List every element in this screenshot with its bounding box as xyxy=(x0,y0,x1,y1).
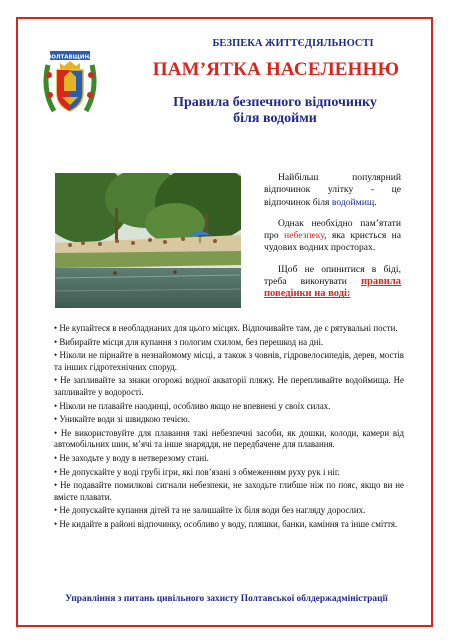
list-item: • Ніколи не плавайте наодинці, особливо якщо не впевнені у своїх силах. xyxy=(54,400,331,411)
list-item: • Ніколи не пірнайте в незнайомому місці, а також з човнів, гідровелосипедів, дерев, мостів та інших гідротехнічних споруд. xyxy=(54,350,404,372)
emblem-caption: ПОЛТАВЩИНА xyxy=(46,54,94,61)
rules-list xyxy=(54,323,404,533)
highlight-rules: правила поведінки на воді: xyxy=(264,276,401,300)
intro-paragraph-1: Найбільш популярний відпочинок улітку - це відпочинок біля водоймищ. xyxy=(264,172,401,208)
list-item: • Не кидайте в районі відпочинку, особливо у воду, пляшки, банки, каміння та інше сміття. xyxy=(54,518,398,529)
footer-authority: Управління з питань цивільного захисту Полтавської облдержадміністрації xyxy=(65,594,388,604)
subtitle-line-2: біля водойми xyxy=(233,111,317,126)
subtitle-line-1: Правила безпечного відпочинку xyxy=(173,95,377,110)
intro-paragraph-3: Щоб не опинитися в біді, треба виконувати правила поведінки на воді: xyxy=(264,263,401,300)
intro-paragraph-2: Однак необхідно пам’ятати про небезпеку, яка криється на чудових водних просторах. xyxy=(264,217,401,254)
list-item: • Не запливайте за знаки огорожі водної акваторії пляжу. Не перепливайте водоймища. Не запливайте у водорості. xyxy=(54,375,404,397)
list-item: • Не використовуйте для плавання такі небезпечні засоби, як дошки, колоди, камери від автомобільних шин, м’ячі та інше знаряддя, не передбачене для плавання. xyxy=(54,427,404,450)
page-subtitle xyxy=(170,95,380,127)
intro-text xyxy=(264,172,401,310)
beach-photo-icon xyxy=(55,173,241,308)
highlight-waters: водоймищ xyxy=(331,196,375,208)
list-item: • Не допускайте купання дітей та не залишайте їх біля води без нагляду дорослих. xyxy=(54,505,366,516)
list-item: • Не подавайте помилкові сигнали небезпеки, не заходьте глибше ніж по пояс, якщо ви не вмієте плавати. xyxy=(54,480,404,502)
list-item: • Не допускайте у воді грубі ігри, які пов’язані з обмеженням руху рук і ніг. xyxy=(54,466,340,477)
list-item: • Не купайтеся в необладнаних для цього місцях. Відпочивайте там, де є рятувальні пости. xyxy=(54,323,398,333)
coat-of-arms-icon xyxy=(40,45,100,123)
header-safety-title: БЕЗПЕКА ЖИТТЄДІЯЛЬНОСТІ xyxy=(212,38,374,49)
highlight-danger: небезпеку xyxy=(284,230,325,242)
list-item: • Не заходьте у воду в нетверезому стані. xyxy=(54,452,209,463)
list-item: • Уникайте води зі швидкою течією. xyxy=(54,414,190,425)
list-item: • Вибирайте місця для купання з пологим схилом, без перешкод на дні. xyxy=(54,336,324,347)
page-title: ПАМ’ЯТКА НАСЕЛЕННЮ xyxy=(152,59,400,80)
